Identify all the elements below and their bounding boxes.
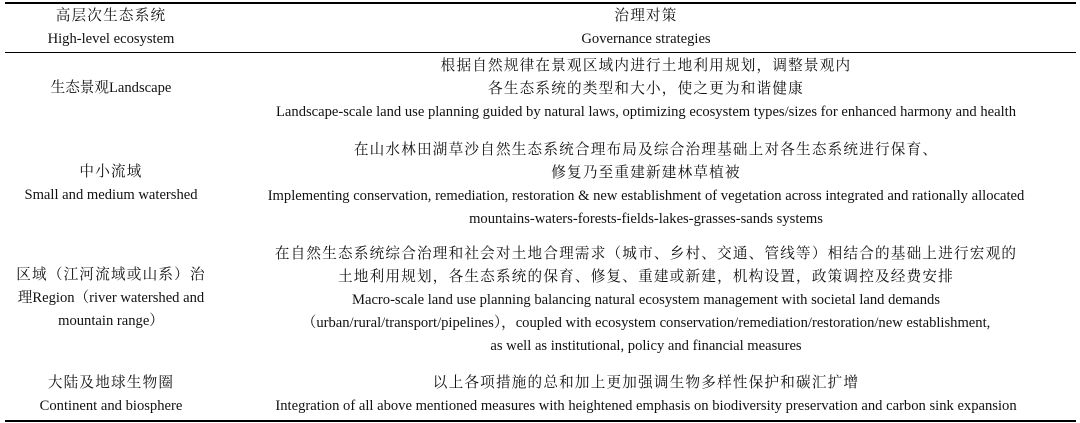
table-top-rule [5,2,1076,4]
table-header-rule [5,52,1076,53]
scale-label: 大陆及地球生物圈 [47,375,175,391]
strategy-line: Integration of all above mentioned measures with heightened emphasis on biodiversity preservation and carbon sink expansion [275,398,1017,414]
strategy-line: 土地利用规划，各生态系统的保育、修复、重建或新建，机构设置，政策调控及经费安排 [338,269,954,285]
scale-label: mountain range） [58,313,164,329]
strategy-line: 以上各项措施的总和加上更加强调生物多样性保护和碳汇扩增 [432,375,860,391]
scale-label: 区域（江河流域或山系）治 [16,267,206,283]
row-continent-scale [0,372,222,418]
header-strategy-zh: 治理对策 [614,8,678,24]
scale-label: 理Region（river watershed and [17,290,205,306]
strategy-line: as well as institutional, policy and financial measures [490,338,802,354]
row-region-strategy [222,243,1070,358]
strategy-line: 修复乃至重建新建林草植被 [551,165,741,181]
strategy-line: mountains-waters-forests-fields-lakes-grasses-sands systems [469,211,823,227]
strategy-line: 在自然生态系统综合治理和社会对土地合理需求（城市、乡村、交通、管线等）相结合的基础上进行宏观的 [274,246,1018,262]
strategy-line: Macro-scale land use planning balancing natural ecosystem management with societal land demands [351,292,940,308]
scale-label: Continent and biosphere [39,398,183,414]
row-landscape-scale [0,77,222,100]
row-region-scale [0,264,222,333]
strategy-line: 各生态系统的类型和大小，使之更为和谐健康 [488,81,804,97]
table-bottom-rule [5,420,1076,422]
strategy-line: Landscape-scale land use planning guided by natural laws, optimizing ecosystem types/sizes for enhanced harmony and health [276,104,1016,120]
row-watershed-strategy [222,139,1070,231]
row-landscape-strategy [222,55,1070,124]
strategy-line: （urban/rural/transport/pipelines），coupled with ecosystem conservation/remediation/restoration/new establishment, [301,315,991,331]
row-continent-strategy [222,372,1070,418]
strategy-line: 根据自然规律在景观区域内进行土地利用规划，调整景观内 [440,58,852,74]
scale-label: 中小流域 [79,164,143,180]
header-ecosystem-column [0,5,222,51]
header-strategy-en: Governance strategies [581,31,711,47]
header-strategy-column [222,5,1070,51]
scale-label: 生态景观Landscape [50,80,172,96]
header-ecosystem-zh: 高层次生态系统 [55,8,167,24]
header-ecosystem-en: High-level ecosystem [47,31,175,47]
row-watershed-scale [0,161,222,207]
scale-label: Small and medium watershed [24,187,198,203]
strategy-line: Implementing conservation, remediation, restoration & new establishment of vegetation across integrated and rationally allocated [267,188,1025,204]
strategy-line: 在山水林田湖草沙自然生态系统合理布局及综合治理基础上对各生态系统进行保育、 [353,142,939,158]
